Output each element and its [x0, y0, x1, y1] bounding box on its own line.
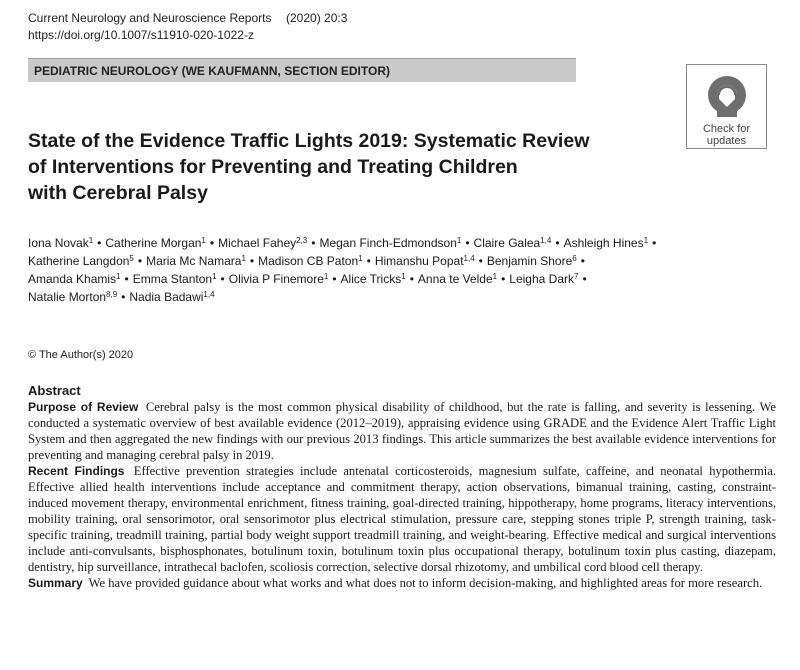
author-separator: • [249, 254, 255, 268]
author-name[interactable]: Michael Fahey [218, 236, 297, 250]
author-name[interactable]: Olivia P Finemore [228, 272, 324, 286]
copyright-notice: © The Author(s) 2020 [28, 349, 134, 361]
author-separator: • [409, 272, 414, 286]
author-name[interactable]: Katherine Langdon [28, 254, 130, 268]
author-affiliation: 1 [401, 272, 406, 281]
author-line [28, 288, 788, 306]
author-name[interactable]: Alice Tricks [340, 272, 402, 286]
author-name[interactable]: Nadia Badawi [129, 290, 204, 304]
findings-label: Recent Findings [28, 464, 125, 478]
author-separator: • [124, 272, 129, 286]
author-affiliation: 8,9 [106, 290, 118, 299]
author-affiliation: 1 [116, 272, 121, 281]
author-name[interactable]: Anna te Velde [417, 272, 493, 286]
author-separator: • [121, 290, 126, 304]
summary-paragraph [28, 575, 776, 591]
author-affiliation: 1 [88, 236, 94, 245]
title-line: with Cerebral Palsy [28, 182, 208, 204]
author-affiliation: 6 [572, 254, 577, 263]
author-affiliation: 7 [574, 272, 579, 281]
author-name[interactable]: Himanshu Popat [374, 254, 464, 268]
author-separator: • [555, 236, 560, 250]
author-name[interactable]: Megan Finch-Edmondson [319, 236, 457, 250]
journal-name: Current Neurology and Neuroscience Reports [28, 11, 272, 25]
author-separator: • [311, 236, 316, 250]
author-name[interactable]: Claire Galea [473, 236, 541, 250]
author-separator: • [478, 254, 483, 268]
crossmark-icon [705, 73, 749, 119]
check-for-text: Check for [702, 123, 751, 135]
author-list [28, 234, 788, 306]
author-name[interactable]: Amanda Khamis [28, 272, 117, 286]
author-affiliation: 1,4 [203, 290, 215, 299]
author-name[interactable]: Ashleigh Hines [563, 236, 644, 250]
author-separator: • [465, 236, 470, 250]
author-separator: • [582, 272, 587, 286]
check-for-updates-badge[interactable] [686, 64, 767, 149]
author-affiliation: 1,4 [463, 254, 475, 263]
section-band: PEDIATRIC NEUROLOGY (WE KAUFMANN, SECTION EDITOR) [28, 58, 576, 82]
title-line: of Interventions for Preventing and Treating Children [28, 156, 518, 178]
author-affiliation: 1,4 [540, 236, 552, 245]
updates-text: updates [706, 135, 747, 147]
title-line: State of the Evidence Traffic Lights 2019: Systematic Review [28, 130, 590, 152]
author-separator: • [366, 254, 371, 268]
author-name[interactable]: Benjamin Shore [486, 254, 573, 268]
author-line [28, 270, 788, 288]
author-name[interactable]: Leigha Dark [509, 272, 574, 286]
author-affiliation: 1 [643, 236, 649, 245]
author-separator: • [652, 236, 657, 250]
journal-header [28, 10, 347, 44]
author-separator: • [501, 272, 506, 286]
author-name[interactable]: Iona Novak [28, 236, 89, 250]
purpose-text: Cerebral palsy is the most common physical disability of childhood, but the rate is falling, and severity is lessening. We conducted a systematic overview of best available evidence (2012–2019), appraising evidence using GRADE and the Evidence Alert Traffic Light System and then aggregated the new findings with our previous 2013 findings. This article summarizes the best available evidence interventions for preventing and managing cerebral palsy in 2019. [28, 400, 776, 462]
doi-link[interactable]: https://doi.org/10.1007/s11910-020-1022-z [28, 28, 254, 42]
author-separator: • [332, 272, 337, 286]
author-name[interactable]: Madison CB Paton [258, 254, 359, 268]
author-affiliation: 1 [212, 272, 217, 281]
author-line [28, 252, 788, 270]
abstract [28, 383, 776, 591]
findings-text: Effective prevention strategies include antenatal corticosteroids, magnesium sulfate, caffeine, and neonatal hypothermia. Effective allied health interventions include acceptance and commitment therapy, action observations, bimanual training, casting, constraint-induced movement therapy, environmental enrichment, fitness training, goal-directed training, hippotherapy, home programs, literacy interventions, mobility training, oral sensorimotor, oral sensorimotor plus electrical stimulation, pressure care, stepping stones triple P, strength training, task-specific training, treadmill training, partial body weight support treadmill training, and weight-bearing. Effective medical and surgical interventions include anti-convulsants, bisphosphonates, botulinum toxin, botulinum toxin plus occupational therapy, botulinum toxin plus casting, diazepam, dentistry, hip surveillance, intrathecal baclofen, scoliosis correction, selective dorsal rhizotomy, and umbilical cord blood cell therapy. [28, 464, 776, 574]
author-separator: • [97, 236, 102, 250]
author-name[interactable]: Emma Stanton [132, 272, 213, 286]
author-separator: • [580, 254, 585, 268]
author-affiliation: 1 [358, 254, 363, 263]
author-name[interactable]: Natalie Morton [28, 290, 107, 304]
author-affiliation: 1 [201, 236, 206, 245]
author-separator: • [220, 272, 225, 286]
author-name[interactable]: Catherine Morgan [105, 236, 202, 250]
author-affiliation: 1 [323, 272, 329, 281]
author-affiliation: 2,3 [296, 236, 308, 245]
author-affiliation: 1 [456, 236, 462, 245]
abstract-heading: Abstract [28, 383, 81, 398]
article-title [28, 128, 668, 206]
author-separator: • [137, 254, 143, 268]
summary-label: Summary [28, 576, 83, 590]
purpose-label: Purpose of Review [28, 400, 139, 414]
author-line [28, 234, 788, 252]
summary-text: We have provided guidance about what works and what does not to inform decision-making, and highlighted areas for more research. [88, 576, 763, 590]
journal-issue: (2020) 20:3 [286, 11, 348, 25]
author-separator: • [209, 236, 215, 250]
author-affiliation: 1 [241, 254, 246, 263]
author-affiliation: 1 [492, 272, 498, 281]
author-name[interactable]: Maria Mc Namara [146, 254, 242, 268]
author-affiliation: 5 [129, 254, 134, 263]
findings-paragraph [28, 463, 776, 575]
purpose-paragraph [28, 399, 776, 463]
